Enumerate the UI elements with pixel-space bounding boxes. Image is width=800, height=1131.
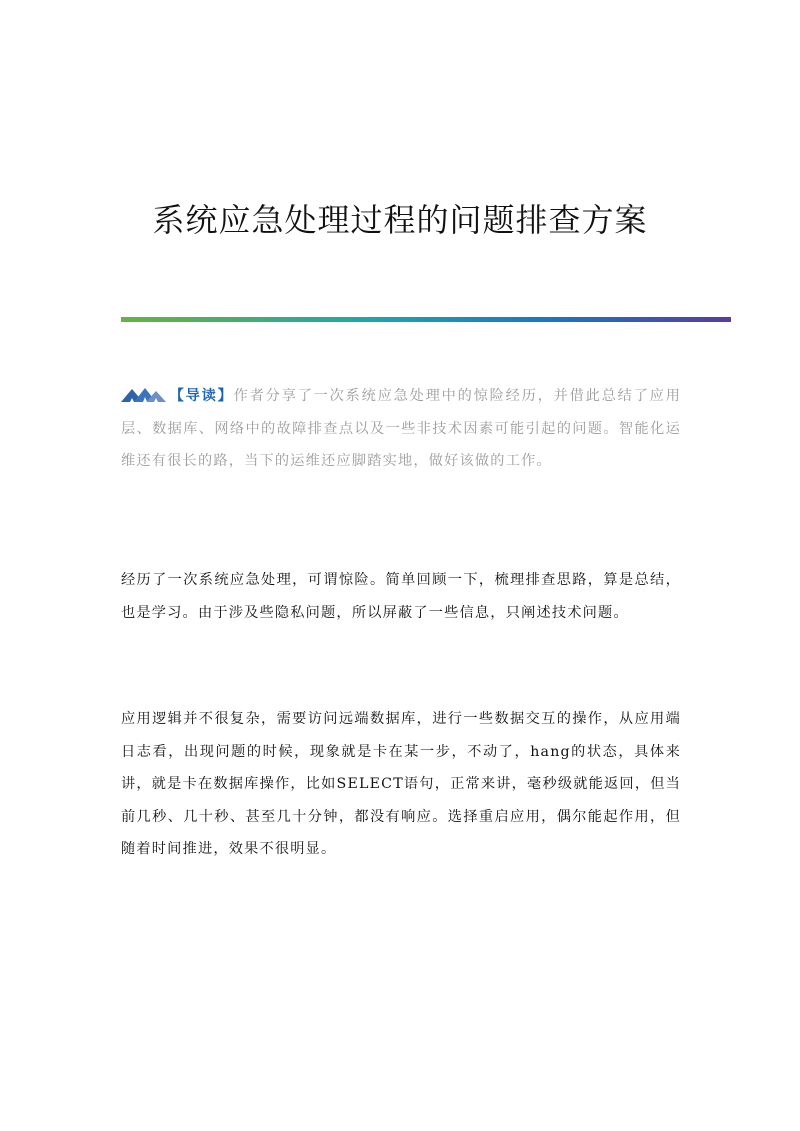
document-title: 系统应急处理过程的问题排查方案 <box>152 201 648 239</box>
intro-section <box>121 380 681 478</box>
body-paragraph-2: 应用逻辑并不很复杂，需要访问远端数据库，进行一些数据交互的操作，从应用端日志看，出现问题的时候，现象就是卡在某一步，不动了，hang的状态，具体来讲，就是卡在数据库操作，比如SELECT语句，正常来讲，毫秒级就能返回，但当前几秒、几十秒、甚至几十分钟，都没有响应。选择重启应用，偶尔能起作用，但随着时间推进，效果不很明显。 <box>121 711 681 857</box>
mountain-logo-icon <box>121 385 167 403</box>
intro-text: 作者分享了一次系统应急处理中的惊险经历，并借此总结了应用层、数据库、网络中的故障排查点以及一些非技术因素可能引起的问题。智能化运维还有很长的路，当下的运维还应脚踏实地，做好该做的工作。 <box>121 388 681 469</box>
title-divider <box>121 317 731 322</box>
intro-label: 【导读】 <box>169 388 234 404</box>
body-paragraph-1: 经历了一次系统应急处理，可谓惊险。简单回顾一下，梳理排查思路，算是总结，也是学习。由于涉及些隐私问题，所以屏蔽了一些信息，只阐述技术问题。 <box>121 572 681 621</box>
